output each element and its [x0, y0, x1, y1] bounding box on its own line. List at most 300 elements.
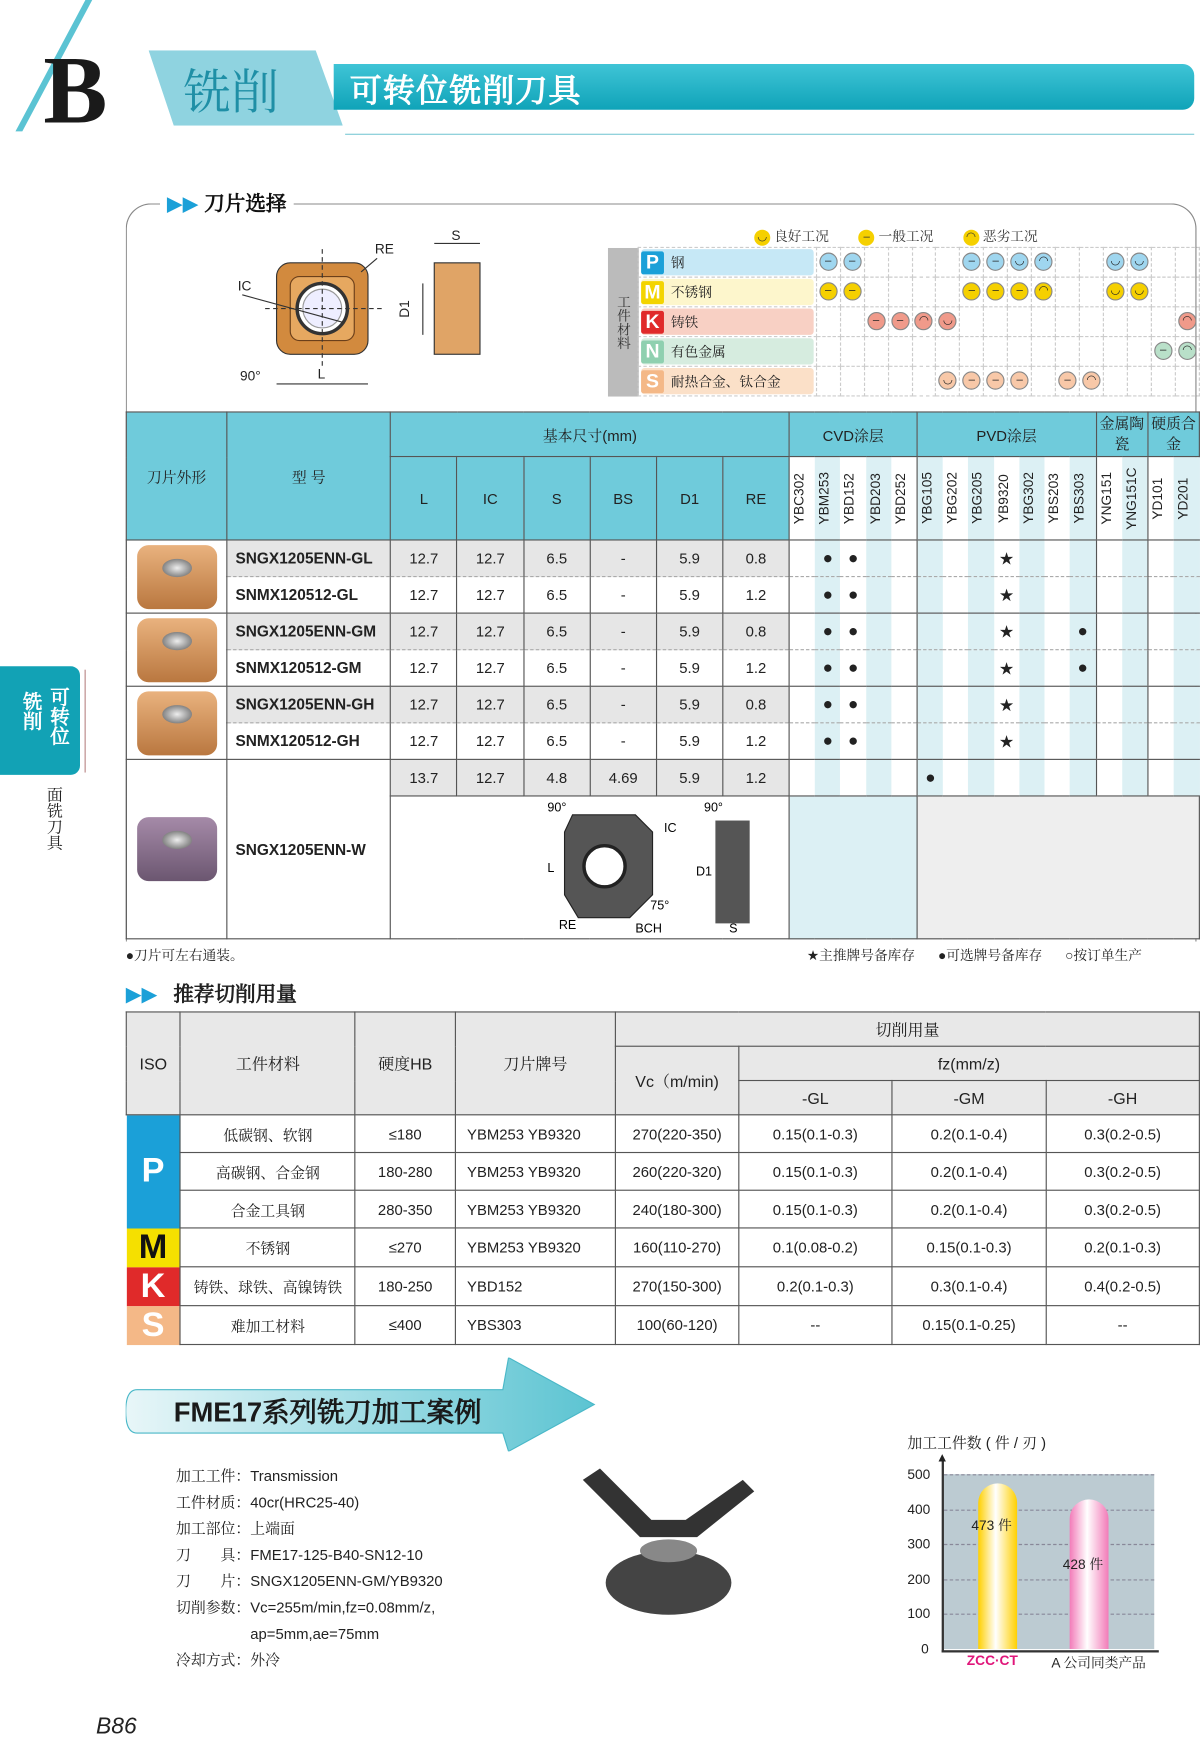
normal-face-icon: –: [843, 253, 861, 271]
dim-value: 5.9: [656, 759, 722, 796]
table-row: [126, 759, 1199, 796]
cell-gm: 0.15(0.1-0.25): [892, 1306, 1046, 1345]
good-face-icon: ◡: [1011, 253, 1029, 271]
insert-section-label: 刀片选择: [204, 191, 287, 215]
star-icon: ★: [994, 723, 1019, 760]
svg-text:L: L: [547, 860, 555, 875]
grade-YBG205: YBG205: [969, 472, 986, 525]
case-line: 工件材质：40cr(HRC25-40): [175, 1493, 360, 1511]
empty-cell: [789, 577, 815, 614]
cell-material: 低碳钢、软钢: [180, 1115, 355, 1153]
dot-icon: ●: [917, 759, 943, 796]
empty-cell: [917, 686, 943, 723]
cell-gl: --: [738, 1306, 892, 1345]
grade-YBM253: YBM253: [816, 471, 833, 525]
dim-value: 6.5: [524, 577, 590, 614]
y-tick: 500: [907, 1466, 931, 1483]
cell-gh: 0.3(0.2-0.5): [1046, 1190, 1200, 1228]
star-icon: ★: [994, 577, 1019, 614]
empty-cell: [891, 759, 917, 796]
empty-cell: [1045, 723, 1070, 760]
empty-cell: [1122, 759, 1148, 796]
dim-value: 12.7: [391, 686, 458, 723]
empty-cell: [1019, 650, 1044, 687]
empty-cell: [789, 650, 815, 687]
table-row: [126, 650, 1199, 687]
material-M: M 不锈钢: [641, 279, 813, 305]
col-material: 工件材料: [180, 1012, 355, 1115]
grade-YBD152: YBD152: [841, 472, 858, 524]
case-study-details: [176, 1463, 443, 1673]
col-gm: -GM: [892, 1081, 1046, 1115]
good-face-icon: ◡: [939, 312, 957, 330]
table-row: [126, 577, 1199, 614]
empty-cell: [815, 759, 840, 796]
grid-line: [944, 1579, 1154, 1580]
dim-value: 6.5: [524, 650, 590, 687]
empty-cell: [943, 613, 968, 650]
empty-cell: [969, 540, 994, 577]
dim-value: 12.7: [457, 650, 524, 687]
col-dims: 基本尺寸(mm): [391, 412, 790, 457]
cell-gh: 0.3(0.2-0.5): [1046, 1115, 1200, 1153]
cutter-image: [917, 796, 1199, 939]
empty-cell: [1148, 723, 1174, 760]
insert-photo-w: [137, 817, 217, 881]
normal-face-icon: –: [859, 230, 875, 246]
svg-text:S: S: [451, 227, 461, 243]
empty-cell: [969, 723, 994, 760]
iso-badge-P: P: [126, 1115, 180, 1228]
dim-value: -: [590, 577, 657, 614]
side-tab[interactable]: [0, 666, 80, 775]
dim-value: 1.2: [723, 723, 789, 760]
empty-cell: [943, 686, 968, 723]
empty-cell: [789, 759, 815, 796]
normal-face-icon: –: [867, 312, 885, 330]
dim-value: 12.7: [391, 613, 458, 650]
good-face-icon: ◡: [1130, 253, 1148, 271]
material-suitability-grid: [608, 247, 1200, 397]
condition-legend: [754, 226, 1038, 245]
cell-gh: --: [1046, 1306, 1200, 1345]
dim-value: 6.5: [524, 723, 590, 760]
cell-gm: 0.2(0.1-0.4): [892, 1115, 1046, 1153]
empty-cell: [1096, 613, 1122, 650]
dim-value: 12.7: [391, 540, 458, 577]
insert-table: [126, 411, 1200, 939]
dim-value: 5.9: [656, 540, 722, 577]
case-line: 刀 片：SNGX1205ENN-GM/YB9320: [175, 1572, 443, 1590]
chapter-letter: B: [43, 37, 108, 144]
empty-cell: [1096, 759, 1122, 796]
col-cvd: CVD涂层: [789, 412, 917, 457]
cell-hb: 280-350: [355, 1190, 455, 1228]
empty-cell: [891, 540, 917, 577]
chart-title: 加工工件数 ( 件 / 刃 ): [907, 1434, 1047, 1452]
cell-gl: 0.15(0.1-0.3): [738, 1190, 892, 1228]
bar-0: [971, 1484, 1017, 1649]
empty-cell: [866, 650, 891, 687]
cell-gm: 0.3(0.1-0.4): [892, 1267, 1046, 1306]
empty-cell: [1148, 577, 1174, 614]
workpiece-image: [571, 1468, 765, 1639]
empty-cell: [917, 723, 943, 760]
dot-icon: ●: [840, 540, 865, 577]
dim-value: 6.5: [524, 540, 590, 577]
footnote: ●刀片可左右通装。: [125, 947, 244, 964]
grade-YB9320: YB9320: [995, 473, 1012, 523]
empty-cell: [1096, 577, 1122, 614]
cell-hb: ≤270: [355, 1228, 455, 1267]
empty-cell: [1019, 540, 1044, 577]
dim-value: 12.7: [391, 577, 458, 614]
col-grade: 刀片牌号: [455, 1012, 616, 1115]
empty-cell: [969, 759, 994, 796]
grade-YBC302: YBC302: [790, 472, 807, 524]
cell-gm: 0.2(0.1-0.4): [892, 1153, 1046, 1191]
cutting-table: [126, 1011, 1200, 1345]
empty-cell: [789, 613, 815, 650]
normal-face-icon: –: [1154, 342, 1172, 360]
svg-text:D1: D1: [397, 300, 413, 318]
table-row: [126, 723, 1199, 760]
empty-cell: [1174, 577, 1200, 614]
empty-cell: [917, 540, 943, 577]
empty-cell: [866, 613, 891, 650]
y-tick: 400: [907, 1501, 931, 1518]
table-row: [126, 1153, 1199, 1191]
insert-section-title: [160, 187, 293, 217]
empty-cell: [917, 577, 943, 614]
empty-cell: [891, 577, 917, 614]
dim-value: 0.8: [723, 613, 789, 650]
table-row: [126, 613, 1199, 650]
material-S: S 耐热合金、钛合金: [641, 368, 813, 394]
empty-cell: [866, 759, 891, 796]
cell-grade: YBD152: [455, 1267, 616, 1306]
col-gh: -GH: [1046, 1081, 1200, 1115]
empty-cell: [1122, 650, 1148, 687]
dot-icon: ●: [815, 540, 840, 577]
normal-face-icon: –: [1011, 372, 1029, 390]
empty-cell: [1045, 577, 1070, 614]
case-line: 刀 具：FME17-125-B40-SN12-10: [175, 1546, 423, 1564]
page-number: B86: [95, 1714, 137, 1740]
svg-text:S: S: [729, 920, 738, 935]
empty-cell: [1122, 577, 1148, 614]
legend-bad: ◠ 恶劣工况: [963, 226, 1038, 245]
iso-badge-S: S: [126, 1306, 180, 1345]
dim-value: 12.7: [457, 759, 524, 796]
mark-legend-circle: ○按订单生产: [1065, 947, 1142, 964]
material-K: K 铸铁: [641, 309, 813, 335]
cell-hb: 180-280: [355, 1153, 455, 1191]
empty-cell: [917, 613, 943, 650]
table-row: [126, 686, 1199, 723]
dim-value: 5.9: [656, 650, 722, 687]
cell-vc: 100(60-120): [616, 1306, 739, 1345]
col-dim-BS: BS: [590, 457, 657, 540]
grade-YD101: YD101: [1149, 477, 1166, 520]
star-icon: ★: [994, 650, 1019, 687]
empty-cell: [1070, 723, 1096, 760]
empty-cell: [1070, 577, 1096, 614]
mark-legend-star: ★主推牌号备库存: [806, 947, 916, 964]
cell-grade: YBS303: [455, 1306, 616, 1345]
model-name: SNMX120512-GL: [227, 577, 391, 614]
normal-face-icon: –: [963, 372, 981, 390]
section-name: 铣削: [182, 65, 279, 119]
normal-face-icon: –: [963, 283, 981, 301]
dot-icon: ●: [840, 686, 865, 723]
side-subtitle: 面铣刀具: [45, 786, 64, 851]
dim-value: -: [590, 723, 657, 760]
case-line: 加工部位：上端面: [175, 1519, 295, 1538]
dot-icon: ●: [815, 723, 840, 760]
col-cermet: 金属陶瓷: [1096, 412, 1148, 457]
good-face-icon: ◡: [1106, 253, 1124, 271]
good-face-icon: ◡: [1106, 283, 1124, 301]
x-label-zcc: ZCC·CT: [966, 1652, 1018, 1669]
y-tick: 200: [907, 1571, 931, 1588]
iso-badge-M: M: [641, 281, 664, 304]
empty-cell: [1045, 650, 1070, 687]
iso-badge-M: M: [126, 1228, 180, 1267]
dim-value: 5.9: [656, 577, 722, 614]
cell-gm: 0.15(0.1-0.3): [892, 1228, 1046, 1267]
iso-badge-P: P: [641, 251, 664, 274]
dim-value: 12.7: [457, 686, 524, 723]
empty-cell: [866, 577, 891, 614]
table-row: [126, 1267, 1199, 1306]
model-name: SNGX1205ENN-W: [227, 759, 391, 938]
svg-text:90°: 90°: [704, 799, 724, 814]
model-name: SNMX120512-GM: [227, 650, 391, 687]
page-title: 可转位铣削刀具: [349, 73, 582, 109]
table-row: [126, 1306, 1199, 1345]
cell-hb: ≤400: [355, 1306, 455, 1345]
bad-face-icon: ◠: [1178, 312, 1196, 330]
iso-badge-N: N: [641, 340, 664, 363]
model-name: SNGX1205ENN-GH: [227, 686, 391, 723]
good-face-icon: ◡: [1130, 283, 1148, 301]
empty-cell: [917, 650, 943, 687]
empty-cell: [969, 686, 994, 723]
bad-face-icon: ◠: [915, 312, 933, 330]
y-tick: 0: [921, 1641, 929, 1658]
legend-good: ◡ 良好工况: [754, 226, 829, 245]
col-gl: -GL: [738, 1081, 892, 1115]
empty-cell: [1096, 686, 1122, 723]
grade-YBS303: YBS303: [1071, 473, 1088, 524]
dot-icon: ●: [840, 577, 865, 614]
empty-cell: [789, 723, 815, 760]
empty-cell: [1174, 723, 1200, 760]
empty-cell: [866, 686, 891, 723]
dot-icon: ●: [1070, 650, 1096, 687]
empty-cell: [866, 723, 891, 760]
dim-value: 5.9: [656, 613, 722, 650]
dim-value: 6.5: [524, 686, 590, 723]
cutting-section-title: [126, 978, 297, 1008]
normal-face-icon: –: [963, 253, 981, 271]
empty-cell: [840, 759, 865, 796]
dim-value: 12.7: [457, 540, 524, 577]
dim-value: 5.9: [656, 723, 722, 760]
dot-icon: ●: [840, 613, 865, 650]
dot-icon: ●: [815, 577, 840, 614]
bar-1: [1062, 1499, 1109, 1649]
dim-value: 1.2: [723, 759, 789, 796]
svg-text:75°: 75°: [650, 898, 670, 913]
empty-cell: [1045, 686, 1070, 723]
good-face-icon: ◡: [939, 372, 957, 390]
dot-icon: ●: [815, 650, 840, 687]
col-fz: fz(mm/z): [738, 1046, 1199, 1080]
normal-face-icon: –: [843, 283, 861, 301]
iso-badge-K: K: [641, 310, 664, 333]
empty-cell: [1148, 540, 1174, 577]
cutting-section-label: 推荐切削用量: [173, 982, 297, 1006]
svg-text:IC: IC: [664, 820, 677, 835]
cell-gh: 0.2(0.1-0.3): [1046, 1228, 1200, 1267]
dot-icon: ●: [1070, 613, 1096, 650]
col-carbide: 硬质合金: [1148, 412, 1200, 457]
grade-YD201: YD201: [1174, 477, 1191, 520]
star-icon: ★: [994, 540, 1019, 577]
cell-grade: YBM253 YB9320: [455, 1190, 616, 1228]
dim-value: -: [590, 613, 657, 650]
dot-icon: ●: [840, 723, 865, 760]
col-pvd: PVD涂层: [917, 412, 1096, 457]
star-icon: ★: [994, 686, 1019, 723]
normal-face-icon: –: [987, 283, 1005, 301]
empty-cell: [1148, 686, 1174, 723]
case-line: ap=5mm,ae=75mm: [175, 1625, 380, 1643]
cell-hb: 180-250: [355, 1267, 455, 1306]
empty-cell: [1174, 686, 1200, 723]
star-icon: ★: [994, 613, 1019, 650]
empty-cell: [1122, 686, 1148, 723]
table-row: [126, 540, 1199, 577]
grade-YNG151C: YNG151C: [1123, 466, 1140, 530]
dim-value: -: [590, 540, 657, 577]
empty-cell: [1122, 613, 1148, 650]
iso-badge-K: K: [126, 1267, 180, 1306]
empty-cell: [943, 759, 968, 796]
model-name: SNMX120512-GH: [227, 723, 391, 760]
empty-cell: [1096, 540, 1122, 577]
case-line: 加工工件：Transmission: [175, 1467, 339, 1485]
model-name: SNGX1205ENN-GM: [227, 613, 391, 650]
dim-value: 12.7: [391, 723, 458, 760]
cell-material: 铸铁、球铁、高镍铸铁: [180, 1267, 355, 1306]
normal-face-icon: –: [1058, 372, 1076, 390]
empty-cell: [1174, 613, 1200, 650]
normal-face-icon: –: [891, 312, 909, 330]
empty-cell: [1019, 613, 1044, 650]
dim-value: 4.69: [590, 759, 657, 796]
cell-grade: YBM253 YB9320: [455, 1153, 616, 1191]
cell-gh: 0.4(0.2-0.5): [1046, 1267, 1200, 1306]
cell-vc: 270(220-350): [616, 1115, 739, 1153]
material-N: N 有色金属: [641, 338, 813, 364]
insert-photo: [137, 691, 217, 755]
col-model: 型 号: [227, 412, 391, 540]
parts-per-edge-chart: [903, 1429, 1200, 1680]
cell-vc: 260(220-320): [616, 1153, 739, 1191]
col-shape: 刀片外形: [126, 412, 227, 540]
empty-cell: [1122, 540, 1148, 577]
dim-value: 13.7: [391, 759, 458, 796]
y-axis: [942, 1458, 944, 1652]
col-iso: ISO: [126, 1012, 180, 1115]
dim-value: 5.9: [656, 686, 722, 723]
empty-cell: [1148, 613, 1174, 650]
bad-face-icon: ◠: [963, 230, 979, 246]
empty-cell: [943, 650, 968, 687]
table-row: [126, 1190, 1199, 1228]
dim-value: 12.7: [457, 577, 524, 614]
grid-line: [944, 1509, 1154, 1510]
col-dim-D1: D1: [656, 457, 722, 540]
empty-cell: [1096, 650, 1122, 687]
grid-line: [944, 1614, 1154, 1615]
svg-text:IC: IC: [237, 278, 252, 294]
side-divider: [85, 670, 86, 773]
double-arrow-icon: ▶▶: [125, 982, 158, 1006]
w-insert-diagram: [391, 796, 790, 939]
x-label-competitor: A 公司同类产品: [1051, 1654, 1146, 1671]
side-tab-col2: 可转位: [46, 686, 69, 746]
insert-photo: [137, 618, 217, 682]
svg-text:90°: 90°: [547, 799, 567, 814]
table-row: [126, 1115, 1199, 1153]
dim-value: 6.5: [524, 613, 590, 650]
empty-cell: [891, 650, 917, 687]
grade-YBD203: YBD203: [867, 472, 884, 524]
y-tick: 100: [907, 1606, 931, 1623]
case-line: 冷却方式：外冷: [175, 1651, 281, 1669]
cell-gm: 0.2(0.1-0.4): [892, 1190, 1046, 1228]
empty-cell: [943, 540, 968, 577]
empty-cell: [1070, 686, 1096, 723]
grade-YBG202: YBG202: [944, 472, 961, 525]
cell-vc: 240(180-300): [616, 1190, 739, 1228]
cell-grade: YBM253 YB9320: [455, 1228, 616, 1267]
cell-gl: 0.15(0.1-0.3): [738, 1153, 892, 1191]
iso-badge-S: S: [641, 370, 664, 393]
normal-face-icon: –: [819, 283, 837, 301]
normal-face-icon: –: [819, 253, 837, 271]
cell-grade: YBM253 YB9320: [455, 1115, 616, 1153]
cell-material: 合金工具钢: [180, 1190, 355, 1228]
empty-cell: [1045, 613, 1070, 650]
svg-text:RE: RE: [374, 241, 394, 257]
grade-YNG151: YNG151: [1097, 471, 1114, 525]
normal-face-icon: –: [1011, 283, 1029, 301]
normal-face-icon: –: [987, 253, 1005, 271]
dim-value: 12.7: [391, 650, 458, 687]
empty-cell: [1070, 540, 1096, 577]
col-dim-L: L: [391, 457, 458, 540]
empty-cell: [789, 540, 815, 577]
table-row: [126, 1228, 1199, 1267]
dim-value: 0.8: [723, 686, 789, 723]
cell-vc: 270(150-300): [616, 1267, 739, 1306]
empty-cell: [789, 686, 815, 723]
